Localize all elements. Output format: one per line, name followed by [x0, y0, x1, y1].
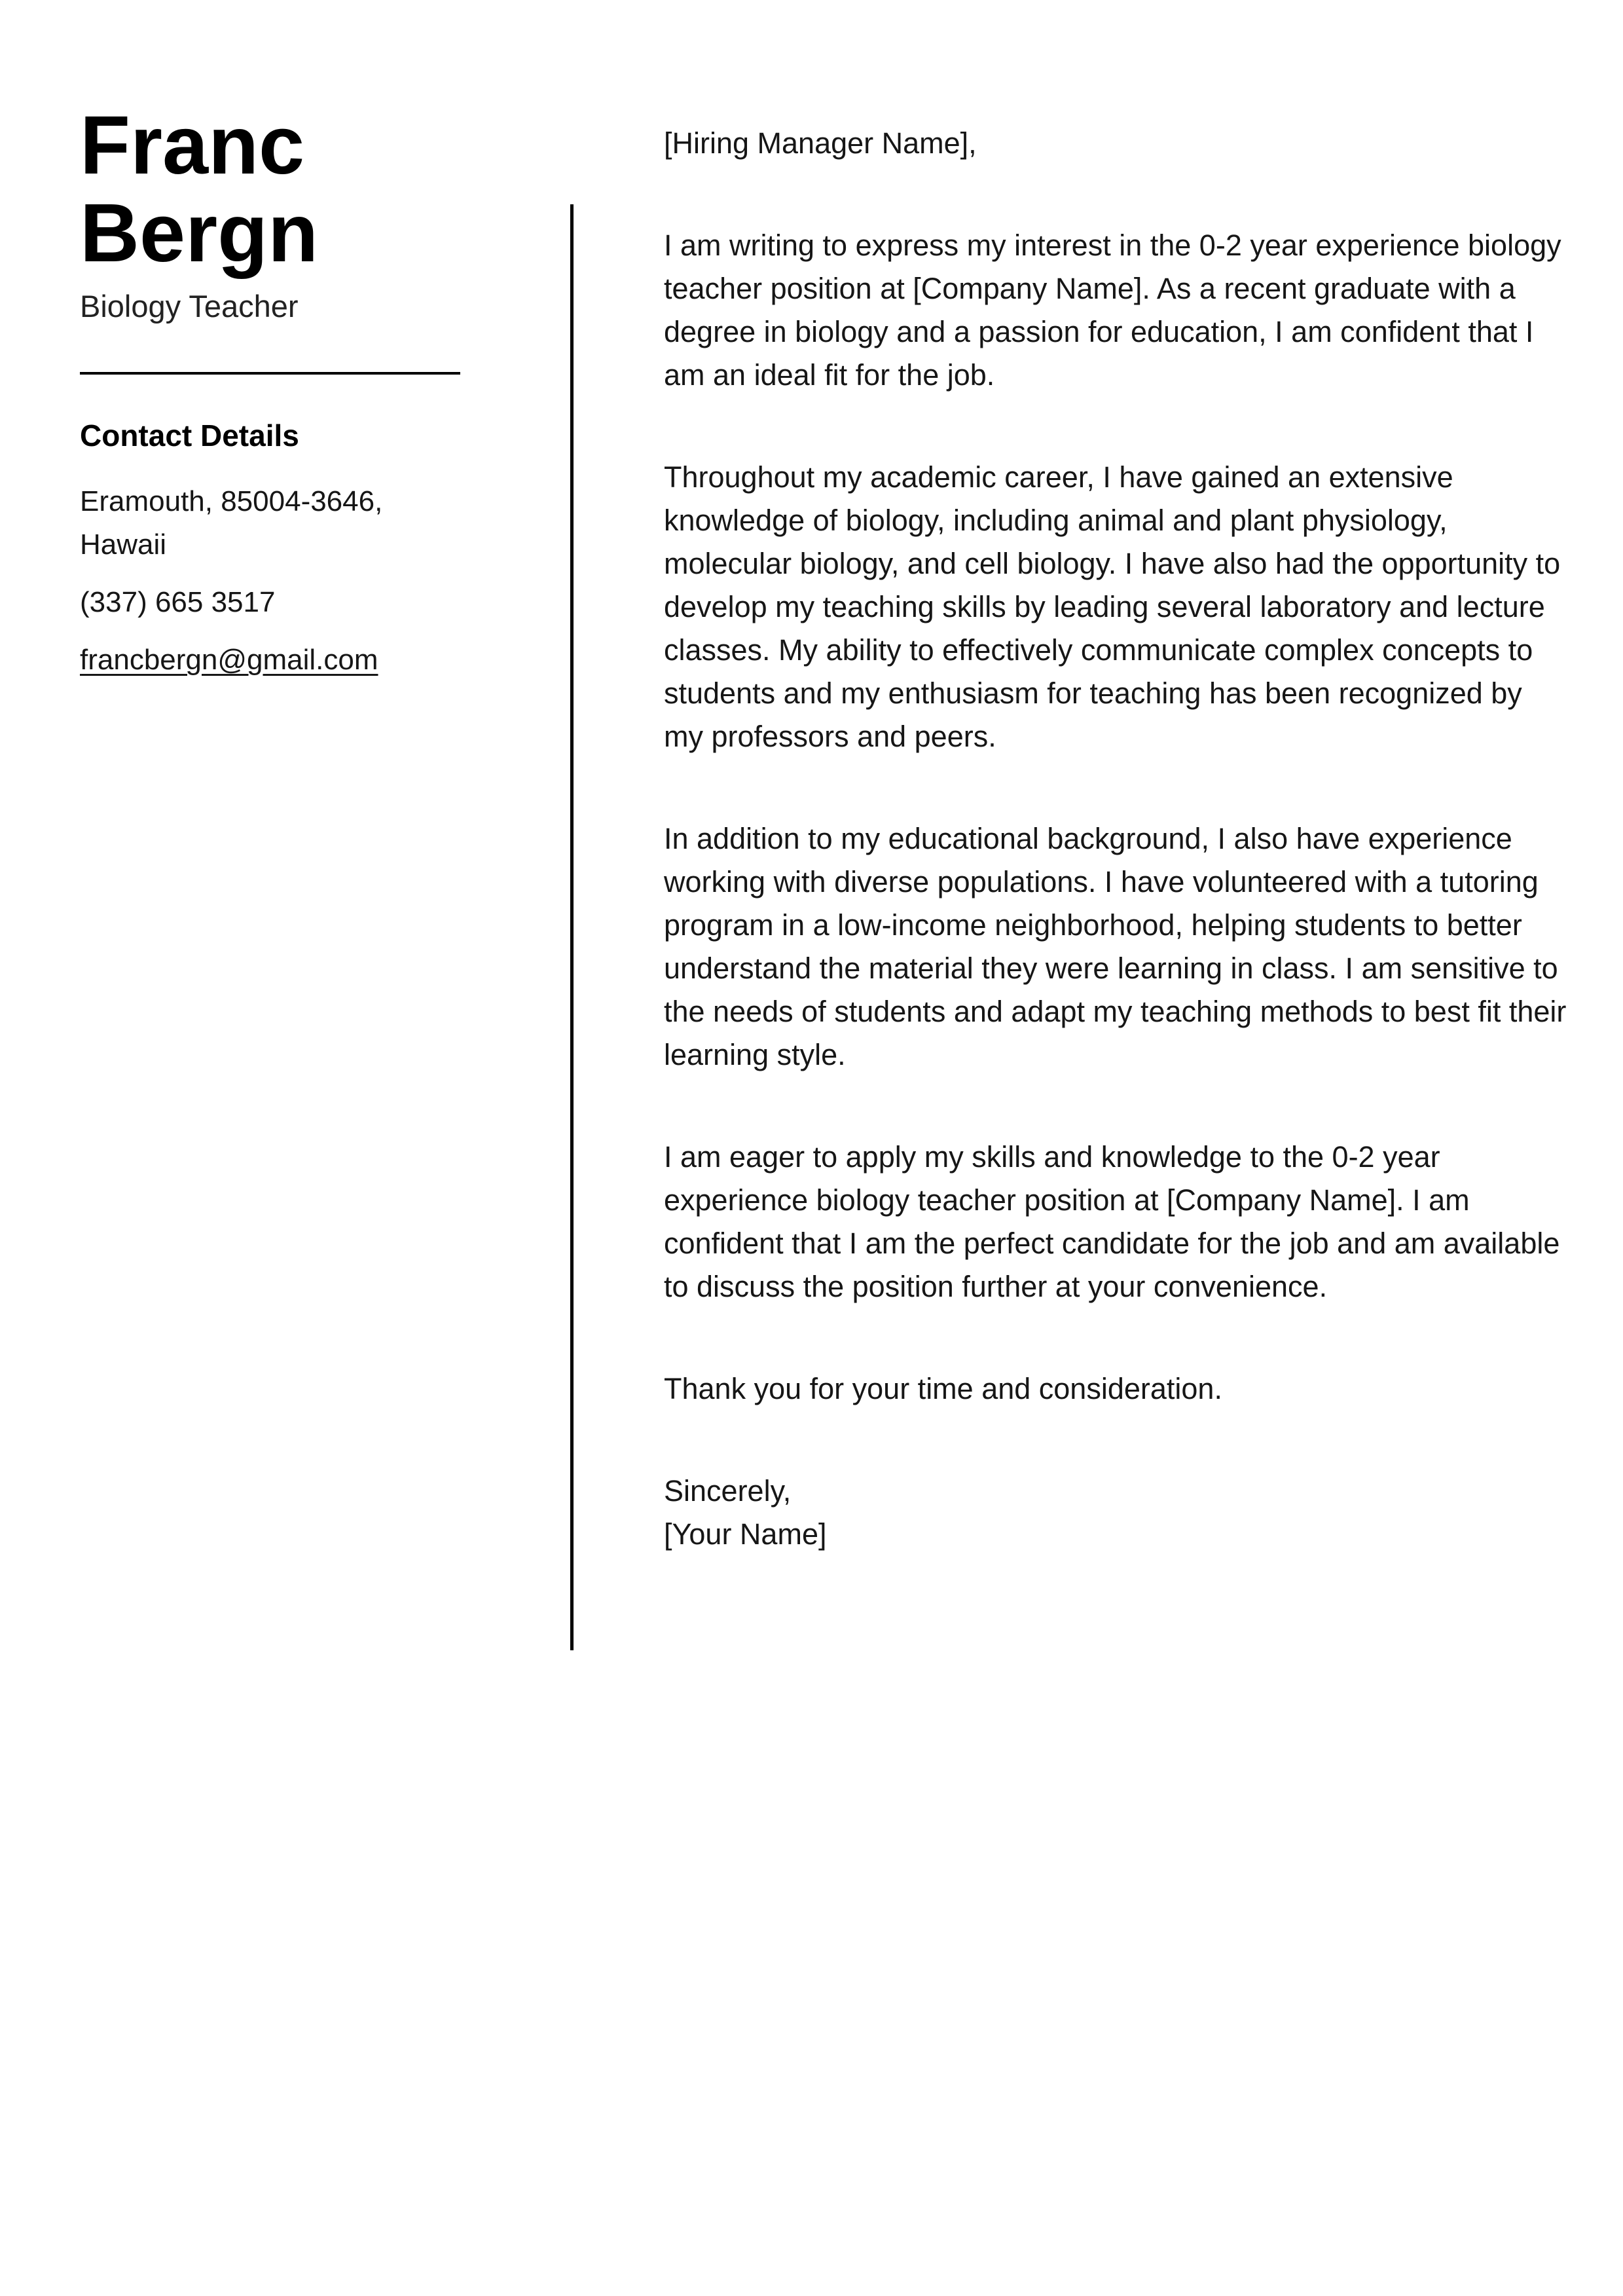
greeting: [Hiring Manager Name],: [664, 126, 977, 160]
phone-number: (337) 665 3517: [80, 586, 276, 618]
letter-paragraph: I am eager to apply my skills and knowledge to the 0-2 year experience biology teacher position at [Company Name]. I am confident that I am the perfect candidate for the job and am available to discuss the position further at your convenience.: [664, 1140, 1560, 1303]
letter-paragraph: In addition to my educational background, I also have experience working with diverse populations. I have volunteered with a tutoring program in a low-income neighborhood, helping students to better understand the material they were learning in class. I am sensitive to the needs of students and adapt my teaching methods to best fit their learning style.: [664, 822, 1567, 1071]
letter-paragraph: Throughout my academic career, I have gained an extensive knowledge of biology, including animal and plant physiology, molecular biology, and cell biology. I have also had the opportunity to develop my teaching skills by leading several laboratory and lecture classes. My ability to effectively communicate complex concepts to students and my enthusiasm for teaching has been recognized by my professors and peers.: [664, 460, 1561, 753]
sidebar-divider-line: [80, 372, 460, 375]
person-first-name: Franc: [80, 99, 305, 191]
email-link[interactable]: francbergn@gmail.com: [80, 644, 378, 676]
closing-salutation: Sincerely,: [664, 1474, 792, 1508]
address-line-2: Hawaii: [80, 528, 167, 561]
letter-body: [664, 122, 1567, 1556]
sidebar: [80, 99, 460, 682]
contact-block: [80, 480, 460, 682]
letter-paragraph: Thank you for your time and consideration.: [664, 1372, 1222, 1405]
address: [80, 480, 460, 566]
job-title: Biology Teacher: [80, 289, 299, 324]
email-row: [80, 639, 460, 682]
contact-details-heading: Contact Details: [80, 418, 299, 453]
person-name: [80, 99, 460, 279]
address-line-1: Eramouth, 85004-3646,: [80, 485, 383, 517]
signature-placeholder: [Your Name]: [664, 1517, 827, 1551]
closing-block: [664, 1470, 1567, 1556]
vertical-divider-line: [570, 204, 574, 1650]
person-last-name: Bergn: [80, 187, 319, 279]
letter-paragraph: I am writing to express my interest in the 0-2 year experience biology teacher position at [Company Name]. As a recent graduate with a degree in biology and a passion for education, I am confident that I am an ideal fit for the job.: [664, 229, 1561, 392]
